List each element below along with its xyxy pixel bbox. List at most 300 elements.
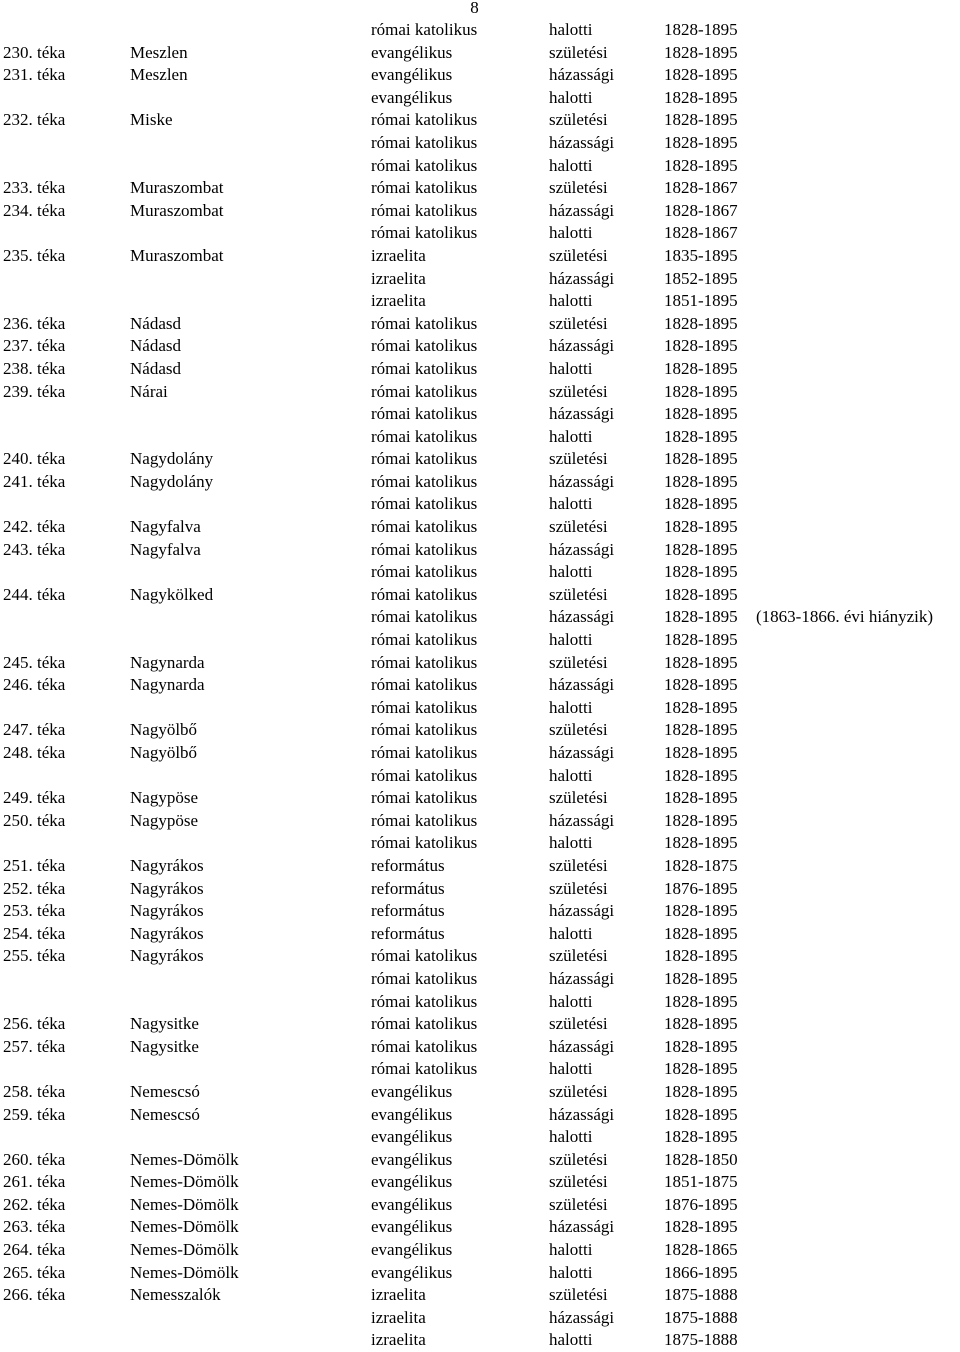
register-row — [0, 991, 960, 1014]
year-range: 1828-1895 — [664, 132, 738, 152]
place-name: Nagysitke — [130, 1014, 199, 1034]
year-range: 1828-1865 — [664, 1240, 738, 1260]
religion: római katolikus — [371, 810, 478, 830]
register-row — [0, 448, 960, 471]
teka-number: 238. téka — [3, 358, 66, 378]
year-range: 1828-1895 — [664, 426, 738, 446]
religion: evangélikus — [371, 1081, 453, 1101]
register-type: születési — [549, 946, 608, 966]
register-list — [0, 19, 960, 1352]
register-row — [0, 1284, 960, 1307]
teka-number: 233. téka — [3, 178, 66, 198]
register-row — [0, 358, 960, 381]
place-name: Nemescsó — [130, 1081, 200, 1101]
register-row — [0, 42, 960, 65]
register-row — [0, 87, 960, 110]
register-type: házassági — [549, 1104, 615, 1124]
religion: római katolikus — [371, 630, 478, 650]
place-name: Nagynarda — [130, 652, 205, 672]
register-row — [0, 923, 960, 946]
place-name: Nagyölbő — [130, 743, 198, 762]
teka-number: 259. téka — [3, 1104, 66, 1124]
place-name: Nádasd — [130, 313, 181, 333]
year-range: 1828-1867 — [664, 223, 738, 243]
year-range: 1875-1888 — [664, 1307, 738, 1327]
year-range: 1828-1895 — [664, 810, 738, 830]
register-type: születési — [549, 245, 608, 265]
religion: római katolikus — [371, 720, 478, 740]
year-range: 1828-1895 — [664, 449, 738, 469]
register-row — [0, 787, 960, 810]
place-name: Nagypöse — [130, 810, 198, 830]
register-type: születési — [549, 110, 608, 130]
religion: evangélikus — [371, 1217, 453, 1237]
register-row — [0, 1036, 960, 1059]
teka-number: 232. téka — [3, 110, 66, 130]
register-type: születési — [549, 1081, 608, 1101]
register-type: születési — [549, 1285, 608, 1305]
register-type: házassági — [549, 743, 615, 762]
year-range: 1828-1895 — [664, 65, 738, 85]
register-row — [0, 1126, 960, 1149]
place-name: Meszlen — [130, 65, 188, 85]
register-type: halotti — [549, 223, 593, 243]
religion: római katolikus — [371, 1036, 478, 1056]
year-range: 1828-1875 — [664, 855, 738, 875]
religion: izraelita — [371, 1307, 426, 1327]
place-name: Nagyrákos — [130, 946, 204, 966]
year-range: 1828-1895 — [664, 765, 738, 785]
teka-number: 261. téka — [3, 1172, 66, 1192]
register-type: születési — [549, 878, 608, 898]
religion: római katolikus — [371, 833, 478, 853]
year-range: 1876-1895 — [664, 1194, 738, 1214]
year-range: 1828-1895 — [664, 313, 738, 333]
religion: római katolikus — [371, 155, 478, 175]
register-row — [0, 177, 960, 200]
register-type: halotti — [549, 1059, 593, 1079]
religion: római katolikus — [371, 449, 478, 469]
place-name: Muraszombat — [130, 178, 224, 198]
place-name: Nagysitke — [130, 1036, 199, 1056]
register-type: születési — [549, 720, 608, 740]
teka-number: 262. téka — [3, 1194, 66, 1214]
year-range: 1851-1895 — [664, 291, 738, 311]
register-row — [0, 335, 960, 358]
register-type: halotti — [549, 20, 593, 39]
teka-number: 257. téka — [3, 1036, 66, 1056]
register-row — [0, 900, 960, 923]
register-type: születési — [549, 381, 608, 401]
religion: református — [371, 923, 445, 943]
register-row — [0, 493, 960, 516]
year-range: 1828-1895 — [664, 471, 738, 491]
register-row — [0, 1262, 960, 1285]
register-row — [0, 945, 960, 968]
religion: evangélikus — [371, 1194, 453, 1214]
year-range: 1876-1895 — [664, 878, 738, 898]
religion: római katolikus — [371, 607, 478, 627]
religion: római katolikus — [371, 788, 478, 808]
register-type: házassági — [549, 1036, 615, 1056]
teka-number: 234. téka — [3, 200, 66, 220]
religion: római katolikus — [371, 426, 478, 446]
register-row — [0, 268, 960, 291]
year-range: 1828-1895 — [664, 1217, 738, 1237]
teka-number: 244. téka — [3, 584, 66, 604]
place-name: Nemes-Dömölk — [130, 1149, 239, 1169]
register-type: házassági — [549, 268, 615, 288]
teka-number: 256. téka — [3, 1014, 66, 1034]
teka-number: 240. téka — [3, 449, 66, 469]
year-range: 1828-1895 — [664, 743, 738, 762]
religion: római katolikus — [371, 539, 478, 559]
religion: római katolikus — [371, 765, 478, 785]
religion: római katolikus — [371, 494, 478, 514]
year-range: 1835-1895 — [664, 245, 738, 265]
register-type: halotti — [549, 991, 593, 1011]
place-name: Nemesszalók — [130, 1285, 221, 1305]
register-type: halotti — [549, 562, 593, 582]
place-name: Nagypöse — [130, 788, 198, 808]
register-row — [0, 855, 960, 878]
register-type: házassági — [549, 132, 615, 152]
religion: római katolikus — [371, 991, 478, 1011]
register-type: születési — [549, 584, 608, 604]
register-type: halotti — [549, 630, 593, 650]
register-row — [0, 1216, 960, 1239]
register-type: házassági — [549, 65, 615, 85]
teka-number: 260. téka — [3, 1149, 66, 1169]
place-name: Meszlen — [130, 42, 188, 62]
register-type: születési — [549, 42, 608, 62]
register-row — [0, 426, 960, 449]
teka-number: 236. téka — [3, 313, 66, 333]
register-type: születési — [549, 178, 608, 198]
place-name: Muraszombat — [130, 245, 224, 265]
religion: római katolikus — [371, 675, 478, 695]
register-type: házassági — [549, 539, 615, 559]
religion: római katolikus — [371, 20, 478, 39]
register-row — [0, 674, 960, 697]
year-range: 1828-1895 — [664, 562, 738, 582]
religion: római katolikus — [371, 946, 478, 966]
place-name: Nagydolány — [130, 471, 214, 491]
register-row — [0, 1194, 960, 1217]
place-name: Nemescsó — [130, 1104, 200, 1124]
religion: római katolikus — [371, 471, 478, 491]
year-range: 1828-1895 — [664, 1014, 738, 1034]
register-row — [0, 1329, 960, 1352]
teka-number: 243. téka — [3, 539, 66, 559]
place-name: Nemes-Dömölk — [130, 1240, 239, 1260]
place-name: Nárai — [130, 381, 168, 401]
year-range: 1828-1895 — [664, 833, 738, 853]
register-row — [0, 471, 960, 494]
year-range: 1828-1895 — [664, 381, 738, 401]
register-row — [0, 652, 960, 675]
register-type: házassági — [549, 901, 615, 921]
register-type: házassági — [549, 471, 615, 491]
year-range: 1828-1895 — [664, 1127, 738, 1147]
place-name: Nagyrákos — [130, 878, 204, 898]
register-type: születési — [549, 313, 608, 333]
religion: evangélikus — [371, 1127, 453, 1147]
religion: református — [371, 855, 445, 875]
register-type: születési — [549, 1172, 608, 1192]
register-row — [0, 19, 960, 42]
register-row — [0, 584, 960, 607]
teka-number: 231. téka — [3, 65, 66, 85]
register-type: házassági — [549, 968, 615, 988]
teka-number: 255. téka — [3, 946, 66, 966]
place-name: Nagyfalva — [130, 539, 201, 559]
religion: izraelita — [371, 268, 426, 288]
place-name: Nagyrákos — [130, 901, 204, 921]
year-range: 1828-1895 — [664, 720, 738, 740]
register-type: halotti — [549, 765, 593, 785]
teka-number: 230. téka — [3, 42, 66, 62]
register-type: halotti — [549, 1240, 593, 1260]
teka-number: 239. téka — [3, 381, 66, 401]
register-row — [0, 313, 960, 336]
religion: római katolikus — [371, 404, 478, 424]
register-type: halotti — [549, 155, 593, 175]
place-name: Nemes-Dömölk — [130, 1194, 239, 1214]
religion: evangélikus — [371, 1104, 453, 1124]
teka-number: 251. téka — [3, 855, 66, 875]
religion: evangélikus — [371, 1262, 453, 1282]
register-row — [0, 832, 960, 855]
place-name: Nagyrákos — [130, 923, 204, 943]
religion: evangélikus — [371, 42, 453, 62]
year-range: 1828-1895 — [664, 1059, 738, 1079]
register-type: születési — [549, 1149, 608, 1169]
year-range: 1828-1867 — [664, 200, 738, 220]
register-type: halotti — [549, 697, 593, 717]
place-name: Nádasd — [130, 358, 181, 378]
year-range: 1828-1895 — [664, 42, 738, 62]
year-range: 1828-1895 — [664, 404, 738, 424]
year-range: 1828-1895 — [664, 991, 738, 1011]
year-range: 1828-1895 — [664, 788, 738, 808]
register-row — [0, 516, 960, 539]
register-type: házassági — [549, 1217, 615, 1237]
religion: református — [371, 901, 445, 921]
year-range: 1828-1895 — [664, 946, 738, 966]
teka-number: 253. téka — [3, 901, 66, 921]
register-row — [0, 878, 960, 901]
religion: római katolikus — [371, 336, 478, 356]
register-type: halotti — [549, 358, 593, 378]
religion: római katolikus — [371, 132, 478, 152]
register-row — [0, 132, 960, 155]
teka-number: 237. téka — [3, 336, 66, 356]
religion: római katolikus — [371, 200, 478, 220]
religion: római katolikus — [371, 178, 478, 198]
teka-number: 254. téka — [3, 923, 66, 943]
religion: izraelita — [371, 291, 426, 311]
religion: evangélikus — [371, 65, 453, 85]
register-row — [0, 968, 960, 991]
register-type: születési — [549, 652, 608, 672]
register-type: halotti — [549, 291, 593, 311]
place-name: Nagydolány — [130, 449, 214, 469]
religion: izraelita — [371, 245, 426, 265]
year-range: 1828-1895 — [664, 923, 738, 943]
teka-number: 258. téka — [3, 1081, 66, 1101]
register-row — [0, 561, 960, 584]
religion: római katolikus — [371, 1059, 478, 1079]
teka-number: 263. téka — [3, 1217, 66, 1237]
religion: római katolikus — [371, 358, 478, 378]
year-range: 1851-1875 — [664, 1172, 738, 1192]
religion: evangélikus — [371, 1172, 453, 1192]
religion: római katolikus — [371, 652, 478, 672]
place-name: Nemes-Dömölk — [130, 1172, 239, 1192]
religion: római katolikus — [371, 743, 478, 762]
register-type: születési — [549, 855, 608, 875]
register-row — [0, 290, 960, 313]
register-row — [0, 1013, 960, 1036]
year-range: 1828-1895 — [664, 652, 738, 672]
year-range: 1875-1888 — [664, 1285, 738, 1305]
religion: római katolikus — [371, 381, 478, 401]
year-range: 1866-1895 — [664, 1262, 738, 1282]
religion: római katolikus — [371, 110, 478, 130]
teka-number: 264. téka — [3, 1240, 66, 1260]
year-range: 1828-1867 — [664, 178, 738, 198]
register-row — [0, 1104, 960, 1127]
religion: római katolikus — [371, 968, 478, 988]
register-type: halotti — [549, 494, 593, 514]
register-type: születési — [549, 1194, 608, 1214]
year-range: 1828-1895 — [664, 110, 738, 130]
register-type: házassági — [549, 404, 615, 424]
year-range: 1852-1895 — [664, 268, 738, 288]
register-row — [0, 245, 960, 268]
year-range: 1828-1895 — [664, 607, 738, 627]
year-range: 1828-1895 — [664, 539, 738, 559]
register-row — [0, 64, 960, 87]
register-type: halotti — [549, 833, 593, 853]
teka-number: 252. téka — [3, 878, 66, 898]
register-row — [0, 697, 960, 720]
year-range: 1828-1895 — [664, 517, 738, 537]
register-row — [0, 719, 960, 742]
religion: római katolikus — [371, 697, 478, 717]
register-row — [0, 222, 960, 245]
year-range: 1828-1895 — [664, 630, 738, 650]
year-range: 1828-1895 — [664, 675, 738, 695]
year-range: 1828-1895 — [664, 336, 738, 356]
register-row — [0, 629, 960, 652]
register-row — [0, 742, 960, 765]
year-range: 1828-1895 — [664, 155, 738, 175]
register-type: házassági — [549, 336, 615, 356]
row-note: (1863-1866. évi hiányzik) — [756, 607, 934, 627]
register-type: születési — [549, 1014, 608, 1034]
religion: római katolikus — [371, 584, 478, 604]
place-name: Nagyrákos — [130, 855, 204, 875]
year-range: 1828-1850 — [664, 1149, 738, 1169]
teka-number: 245. téka — [3, 652, 66, 672]
place-name: Nagynarda — [130, 675, 205, 695]
teka-number: 242. téka — [3, 517, 66, 537]
register-type: házassági — [549, 675, 615, 695]
place-name: Miske — [130, 110, 173, 130]
register-row — [0, 1081, 960, 1104]
place-name: Nemes-Dömölk — [130, 1217, 239, 1237]
teka-number: 241. téka — [3, 471, 66, 491]
teka-number: 247. téka — [3, 720, 66, 740]
register-type: halotti — [549, 1127, 593, 1147]
teka-number: 235. téka — [3, 245, 66, 265]
religion: római katolikus — [371, 1014, 478, 1034]
year-range: 1828-1895 — [664, 87, 738, 107]
religion: római katolikus — [371, 223, 478, 243]
religion: evangélikus — [371, 87, 453, 107]
teka-number: 266. téka — [3, 1285, 66, 1305]
register-type: születési — [549, 517, 608, 537]
religion: evangélikus — [371, 1149, 453, 1169]
teka-number: 248. téka — [3, 743, 66, 762]
register-row — [0, 810, 960, 833]
register-row — [0, 606, 960, 629]
religion: izraelita — [371, 1330, 426, 1350]
register-type: házassági — [549, 200, 615, 220]
year-range: 1828-1895 — [664, 1081, 738, 1101]
teka-number: 246. téka — [3, 675, 66, 695]
register-row — [0, 109, 960, 132]
register-row — [0, 1058, 960, 1081]
year-range: 1828-1895 — [664, 494, 738, 514]
teka-number: 249. téka — [3, 788, 66, 808]
religion: református — [371, 878, 445, 898]
place-name: Muraszombat — [130, 200, 224, 220]
register-row — [0, 200, 960, 223]
register-type: házassági — [549, 607, 615, 627]
year-range: 1828-1895 — [664, 968, 738, 988]
register-type: születési — [549, 788, 608, 808]
teka-number: 265. téka — [3, 1262, 66, 1282]
place-name: Nemes-Dömölk — [130, 1262, 239, 1282]
register-row — [0, 403, 960, 426]
religion: római katolikus — [371, 517, 478, 537]
register-type: halotti — [549, 923, 593, 943]
religion: római katolikus — [371, 562, 478, 582]
religion: evangélikus — [371, 1240, 453, 1260]
register-row — [0, 1239, 960, 1262]
year-range: 1828-1895 — [664, 358, 738, 378]
year-range: 1828-1895 — [664, 20, 738, 39]
register-type: születési — [549, 449, 608, 469]
register-type: halotti — [549, 426, 593, 446]
place-name: Nagyölbő — [130, 720, 198, 740]
year-range: 1828-1895 — [664, 1036, 738, 1056]
register-type: halotti — [549, 87, 593, 107]
year-range: 1828-1895 — [664, 697, 738, 717]
year-range: 1875-1888 — [664, 1330, 738, 1350]
religion: római katolikus — [371, 313, 478, 333]
register-type: házassági — [549, 810, 615, 830]
page-number: 8 — [470, 0, 479, 17]
year-range: 1828-1895 — [664, 584, 738, 604]
register-type: házassági — [549, 1307, 615, 1327]
place-name: Nádasd — [130, 336, 181, 356]
register-row — [0, 539, 960, 562]
register-row — [0, 1307, 960, 1330]
